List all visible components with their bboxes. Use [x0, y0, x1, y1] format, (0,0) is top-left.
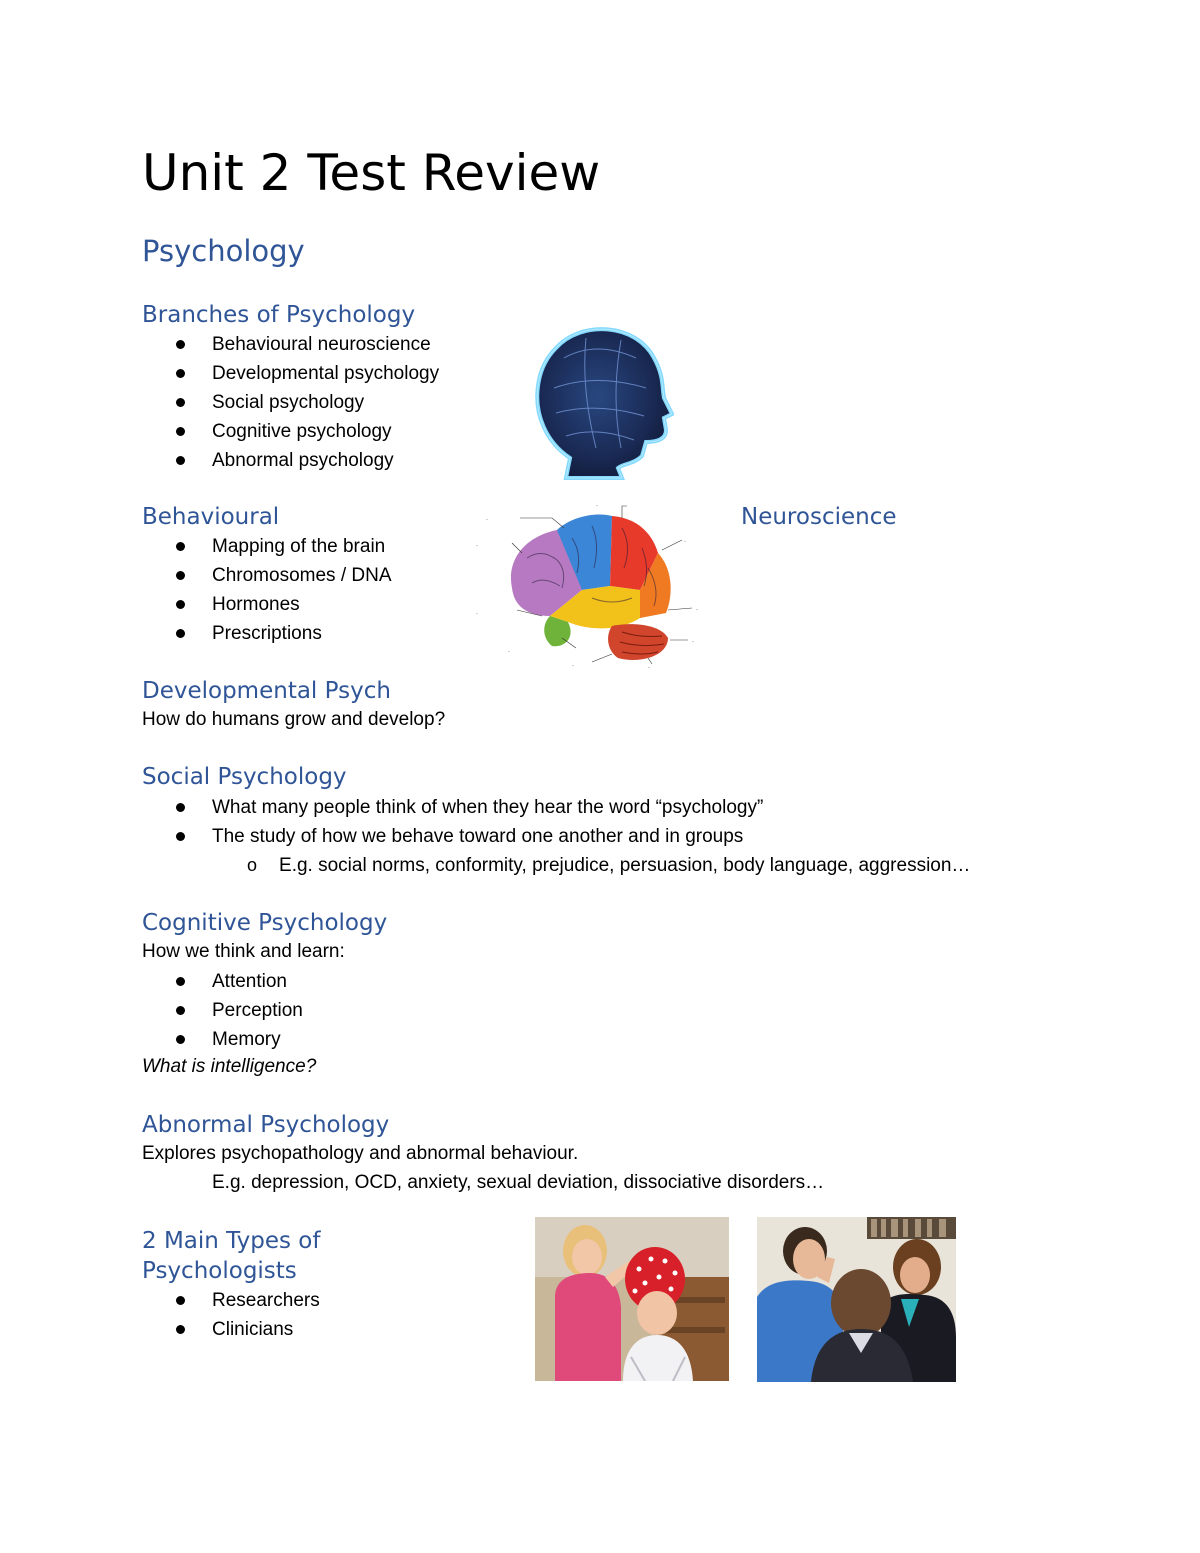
heading-abnormal: Abnormal Psychology: [142, 1112, 390, 1138]
bullet-icon: [176, 803, 185, 812]
heading-types-line2: Psychologists: [142, 1258, 297, 1284]
svg-text:.: .: [696, 605, 698, 612]
head-brain-image: [526, 318, 674, 480]
svg-text:.: .: [508, 647, 510, 654]
list-item: Attention: [142, 967, 303, 996]
list-item: Researchers: [142, 1286, 320, 1315]
svg-text:.: .: [572, 661, 574, 668]
heading-branches: Branches of Psychology: [142, 302, 416, 328]
svg-text:.: .: [648, 663, 650, 670]
svg-text:.: .: [476, 609, 478, 616]
bullet-icon: [176, 1325, 185, 1334]
bullet-icon: [176, 629, 185, 638]
list-item: The study of how we behave toward one another and in groups: [142, 822, 763, 851]
svg-text:.: .: [486, 515, 488, 522]
bullet-icon: [176, 340, 185, 349]
list-item: What many people think of when they hear the word “psychology”: [142, 793, 763, 822]
list-item: Memory: [142, 1025, 303, 1054]
svg-text:.: .: [596, 501, 598, 508]
list-item: Clinicians: [142, 1315, 320, 1344]
branches-list: [142, 330, 439, 475]
abnormal-text: Explores psychopathology and abnormal behaviour.: [142, 1143, 579, 1164]
svg-text:.: .: [476, 541, 478, 548]
cognitive-question: What is intelligence?: [142, 1056, 317, 1077]
bullet-icon: [176, 1035, 185, 1044]
bullet-icon: [176, 542, 185, 551]
behavioural-list: [142, 532, 392, 648]
list-item: Social psychology: [142, 388, 439, 417]
bullet-icon: [176, 1006, 185, 1015]
abnormal-example: E.g. depression, OCD, anxiety, sexual deviation, dissociative disorders…: [212, 1172, 825, 1193]
bullet-icon: [176, 456, 185, 465]
sub-bullet-icon: o: [247, 855, 258, 875]
heading-neuroscience: Neuroscience: [741, 504, 897, 530]
bullet-icon: [176, 600, 185, 609]
counseling-session-photo: [757, 1217, 956, 1382]
svg-text:.: .: [692, 637, 694, 644]
social-sub-item: o E.g. social norms, conformity, prejudice, persuasion, body language, aggression…: [247, 851, 970, 880]
bullet-icon: [176, 369, 185, 378]
eeg-cap-photo: [535, 1217, 729, 1381]
brain-lobes-image: [472, 498, 724, 670]
bullet-icon: [176, 1296, 185, 1305]
list-item: Mapping of the brain: [142, 532, 392, 561]
list-item: Behavioural neuroscience: [142, 330, 439, 359]
list-item: Developmental psychology: [142, 359, 439, 388]
heading-developmental: Developmental Psych: [142, 678, 391, 704]
bullet-icon: [176, 427, 185, 436]
list-item: Cognitive psychology: [142, 417, 439, 446]
social-list: [142, 793, 763, 851]
cognitive-intro: How we think and learn:: [142, 941, 345, 962]
list-item: Abnormal psychology: [142, 446, 439, 475]
heading-cognitive: Cognitive Psychology: [142, 910, 388, 936]
developmental-text: How do humans grow and develop?: [142, 709, 446, 730]
heading-social: Social Psychology: [142, 764, 347, 790]
list-item: Chromosomes / DNA: [142, 561, 392, 590]
bullet-icon: [176, 977, 185, 986]
list-item: Perception: [142, 996, 303, 1025]
list-item: Prescriptions: [142, 619, 392, 648]
bullet-icon: [176, 571, 185, 580]
bullet-icon: [176, 398, 185, 407]
heading-types-line1: 2 Main Types of: [142, 1228, 321, 1254]
types-list: [142, 1286, 320, 1344]
bullet-icon: [176, 832, 185, 841]
cognitive-list: [142, 967, 303, 1054]
heading-behavioural: Behavioural: [142, 504, 280, 530]
page-title: Unit 2 Test Review: [142, 144, 601, 202]
svg-text:.: .: [684, 537, 686, 544]
section-heading-psychology: Psychology: [142, 234, 305, 268]
list-item: Hormones: [142, 590, 392, 619]
